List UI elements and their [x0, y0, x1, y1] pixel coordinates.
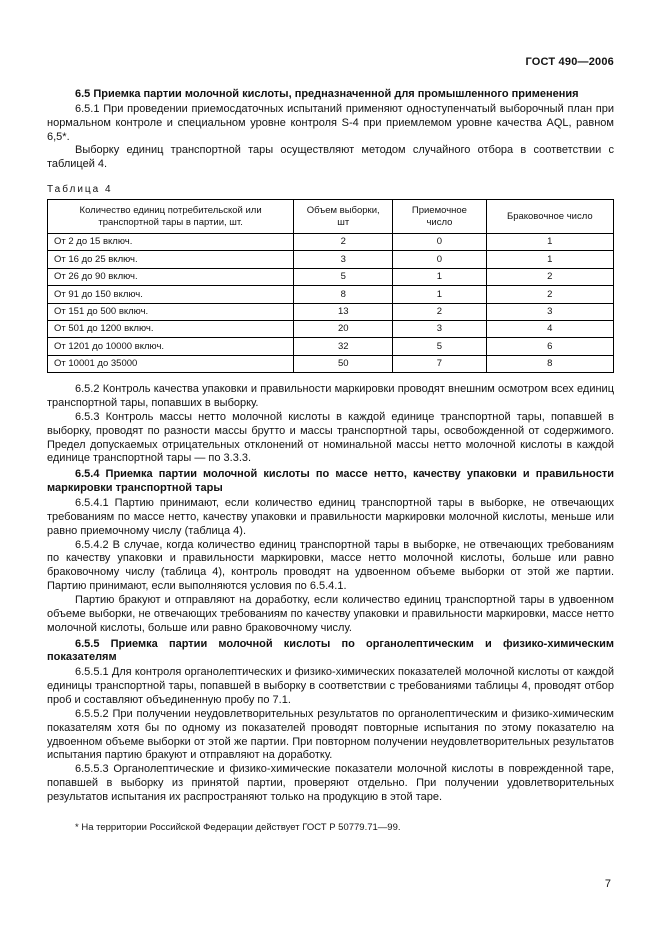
- cell-value: 1: [393, 268, 486, 285]
- para-6-5-5-1: 6.5.5.1 Для контроля органолептических и физико-химических показателей молочной кислоты от каждой единицы транспортной тары, попавшей в выборку в соответствии с требованиями таблицы 4, проводят отбор проб и составляют объединенную пробу по 7.1.: [47, 666, 614, 706]
- table-row: [48, 233, 614, 250]
- cell-value: 6: [486, 338, 613, 355]
- cell-value: 2: [294, 233, 393, 250]
- cell-value: 1: [393, 286, 486, 303]
- cell-value: 1: [486, 233, 613, 250]
- cell-value: 7: [393, 355, 486, 372]
- heading-6-5: 6.5 Приемка партии молочной кислоты, предназначенной для промышленного применения: [75, 88, 579, 100]
- heading-6-5-5: 6.5.5 Приемка партии молочной кислоты по органолептическим и физико-химическим показателям: [47, 637, 614, 664]
- para-6-5-3: 6.5.3 Контроль массы нетто молочной кислоты в каждой единице транспортной тары, попавшей в выборку, проводят по разности массы брутто и массы транспортной тары, освобожденной от содержимого. Предел допускаемых отрицательных отклонений от номинальной массы нетто молочной кислоты в каждой единице транспортной тары — по 3.3.3.: [47, 410, 614, 465]
- para-6-5-1: 6.5.1 При проведении приемосдаточных испытаний применяют одноступенчатый выборочный план при нормальном контроле и специальном уровне контроля S-4 при приемлемом уровне качества AQL, равном 6,5*.: [47, 102, 614, 143]
- table-row: [48, 355, 614, 372]
- cell-value: 5: [294, 268, 393, 285]
- cell-quantity-range: От 151 до 500 включ.: [48, 303, 294, 320]
- cell-quantity-range: От 1201 до 10000 включ.: [48, 338, 294, 355]
- table-header-row: [48, 200, 614, 234]
- cell-value: 2: [486, 268, 613, 285]
- table-header-rejection-number: Браковочное число: [486, 200, 613, 234]
- cell-quantity-range: От 26 до 90 включ.: [48, 268, 294, 285]
- heading-6-5-4: 6.5.4 Приемка партии молочной кислоты по массе нетто, качеству упаковки и правильности маркировки транспортной тары: [47, 468, 614, 495]
- table-row: [48, 320, 614, 337]
- cell-value: 32: [294, 338, 393, 355]
- sampling-table: [47, 199, 614, 373]
- table-header-quantity: Количество единиц потребительской или транспортной тары в партии, шт.: [48, 200, 294, 234]
- para-6-5-5-3: 6.5.5.3 Органолептические и физико-химические показатели молочной кислоты в поврежденной таре, попавшей в выборку из принятой партии, проверяют отдельно. При получении удовлетворительных результатов испытания их распространяют только на продукцию в этой таре.: [47, 763, 614, 803]
- para-sampling-method: Выборку единиц транспортной тары осуществляют методом случайного отбора в соответствии с таблицей 4.: [47, 144, 614, 171]
- page-number: 7: [604, 878, 611, 890]
- standard-designation: ГОСТ 490—2006: [525, 56, 614, 68]
- cell-value: 3: [486, 303, 613, 320]
- table-row: [48, 286, 614, 303]
- cell-quantity-range: От 91 до 150 включ.: [48, 286, 294, 303]
- table-header-sample-size: Объем выборки, шт: [294, 200, 393, 234]
- para-rejection-rule: Партию бракуют и отправляют на доработку, если количество единиц транспортной тары в удвоенном объеме выборки, не отвечающих требованиям по качеству упаковки и правильности маркировки, массе нетто молочной кислоты, больше или равно браковочному числу.: [47, 593, 614, 634]
- cell-value: 50: [294, 355, 393, 372]
- para-6-5-4-1: 6.5.4.1 Партию принимают, если количество единиц транспортной тары в выборке, не отвечающих требованиям по массе нетто, качеству упаковки и правильности маркировки молочной кислоты, меньше или равно приемочному числу (таблица 4).: [47, 496, 614, 537]
- table-row: [48, 268, 614, 285]
- cell-quantity-range: От 501 до 1200 включ.: [48, 320, 294, 337]
- table-header-acceptance-number: Приемочное число: [393, 200, 486, 234]
- cell-value: 20: [294, 320, 393, 337]
- cell-value: 8: [486, 355, 613, 372]
- cell-quantity-range: От 2 до 15 включ.: [48, 233, 294, 250]
- para-6-5-5-2: 6.5.5.2 При получении неудовлетворительных результатов по органолептическим и физико-химическим показателям хотя бы по одному из показателей проводят повторные испытания по этому показателю на удвоенном объеме выборки от этой же партии. При повторном получении неудовлетворительных результатов испытания партию бракуют и отправляют на доработку.: [47, 707, 614, 762]
- table-caption: Таблица 4: [47, 184, 113, 196]
- page-header: [47, 56, 614, 68]
- cell-value: 0: [393, 251, 486, 268]
- cell-value: 3: [294, 251, 393, 268]
- cell-value: 0: [393, 233, 486, 250]
- cell-value: 13: [294, 303, 393, 320]
- table-row: [48, 303, 614, 320]
- cell-value: 4: [486, 320, 613, 337]
- cell-value: 2: [486, 286, 613, 303]
- cell-value: 8: [294, 286, 393, 303]
- table-row: [48, 338, 614, 355]
- cell-value: 5: [393, 338, 486, 355]
- para-6-5-2: 6.5.2 Контроль качества упаковки и правильности маркировки проводят внешним осмотром всех единиц транспортной тары, попавших в выборку.: [47, 383, 614, 409]
- footnote: * На территории Российской Федерации действует ГОСТ Р 50779.71—99.: [75, 821, 401, 833]
- cell-value: 2: [393, 303, 486, 320]
- cell-quantity-range: От 10001 до 35000: [48, 355, 294, 372]
- table-row: [48, 251, 614, 268]
- sampling-table-body: [48, 233, 614, 372]
- cell-value: 3: [393, 320, 486, 337]
- para-6-5-4-2: 6.5.4.2 В случае, когда количество единиц транспортной тары в выборке, не отвечающих требованиям по качеству упаковки и правильности маркировки, массе нетто молочной кислоты, больше или равно браковочному числу (таблица 4), контроль проводят на удвоенном объеме выборки от этой же партии. Партию принимают, если выполняются условия по 6.5.4.1.: [47, 538, 614, 593]
- cell-value: 1: [486, 251, 613, 268]
- cell-quantity-range: От 16 до 25 включ.: [48, 251, 294, 268]
